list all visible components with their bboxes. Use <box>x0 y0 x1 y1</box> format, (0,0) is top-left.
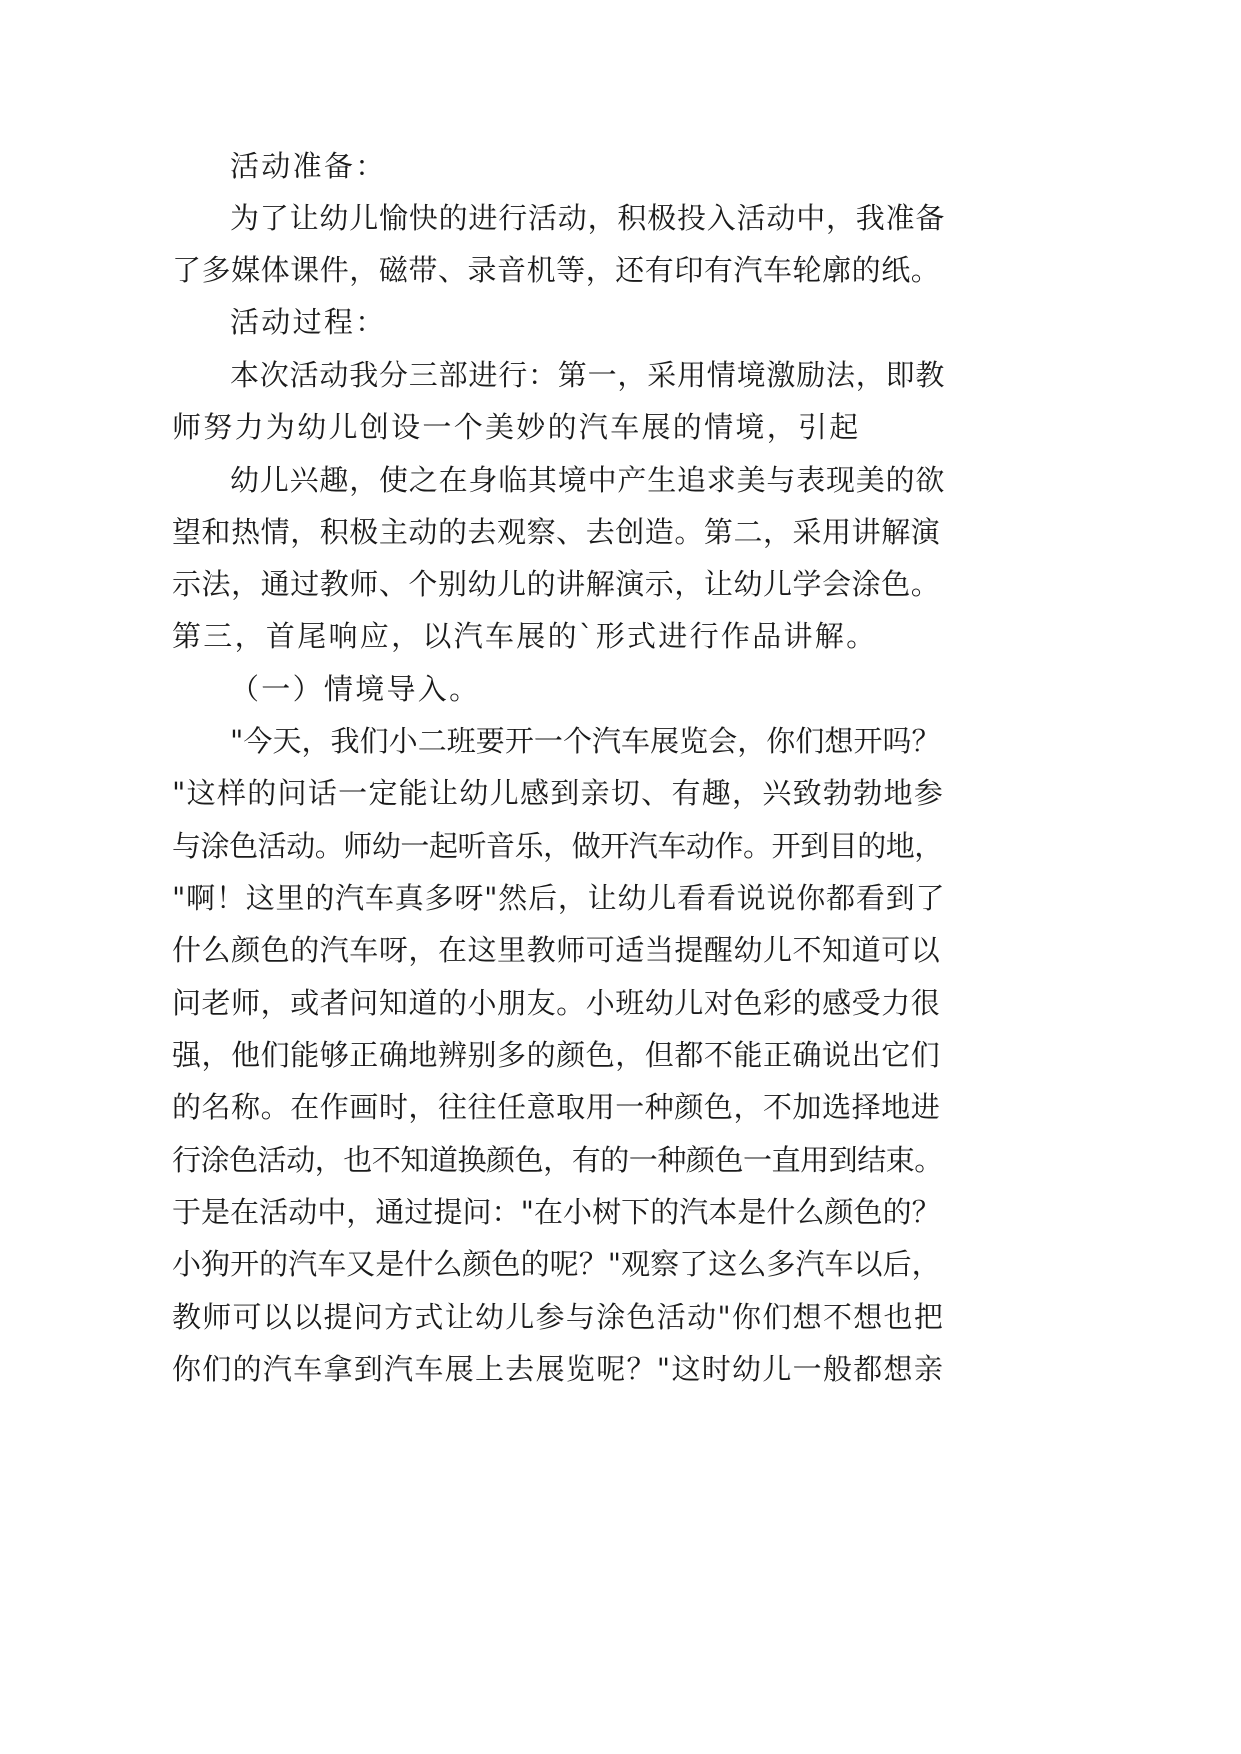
paragraph-line: 你们的汽车拿到汽车展上去展览呢？"这时幼儿一般都想亲 <box>172 1352 945 1386</box>
heading-activity-preparation: 活动准备： <box>230 149 387 183</box>
paragraph-line: 师努力为幼儿创设一个美妙的汽车展的情境，引起 <box>172 410 861 444</box>
paragraph-line: 望和热情，积极主动的去观察、去创造。第二，采用讲解演 <box>172 515 941 549</box>
paragraph-line: 本次活动我分三部进行：第一，采用情境激励法，即教 <box>230 358 946 392</box>
paragraph-line: "啊！这里的汽车真多呀"然后，让幼儿看看说说你都看到了 <box>172 881 946 915</box>
paragraph-line: 问老师，或者问知道的小朋友。小班幼儿对色彩的感受力很 <box>172 986 941 1020</box>
paragraph-line: 什么颜色的汽车呀，在这里教师可适当提醒幼儿不知道可以 <box>172 933 941 967</box>
paragraph-line: 第三，首尾响应，以汽车展的`形式进行作品讲解。 <box>172 619 878 653</box>
paragraph-line: "这样的问话一定能让幼儿感到亲切、有趣，兴致勃勃地参 <box>172 776 945 810</box>
paragraph-line: 教师可以以提问方式让幼儿参与涂色活动"你们想不想也把 <box>172 1300 945 1334</box>
paragraph-line: 行涂色活动，也不知道换颜色，有的一种颜色一直用到结束。 <box>172 1143 943 1177</box>
paragraph-line: 幼儿兴趣，使之在身临其境中产生追求美与表现美的欲 <box>230 463 946 497</box>
paragraph-line: 小狗开的汽车又是什么颜色的呢？"观察了这么多汽车以后， <box>172 1247 941 1281</box>
paragraph-line: "今天，我们小二班要开一个汽车展览会，你们想开吗？ <box>230 724 941 758</box>
paragraph-line: 为了让幼儿愉快的进行活动，积极投入活动中，我准备 <box>230 201 946 235</box>
paragraph-line: 与涂色活动。师幼一起听音乐，做开汽车动作。开到目的地， <box>172 829 943 863</box>
paragraph-line: 强，他们能够正确地辨别多的颜色，但都不能正确说出它们 <box>172 1038 941 1072</box>
section-heading-situation-intro: （一）情境导入。 <box>230 672 481 706</box>
paragraph-line: 示法，通过教师、个别幼儿的讲解演示，让幼儿学会涂色。 <box>172 567 941 601</box>
paragraph-line: 的名称。在作画时，往往任意取用一种颜色，不加选择地进 <box>172 1090 941 1124</box>
heading-activity-process: 活动过程： <box>230 305 387 339</box>
paragraph-line: 于是在活动中，通过提问："在小树下的汽本是什么颜色的？ <box>172 1195 941 1229</box>
paragraph-line: 了多媒体课件，磁带、录音机等，还有印有汽车轮廓的纸。 <box>172 253 941 287</box>
